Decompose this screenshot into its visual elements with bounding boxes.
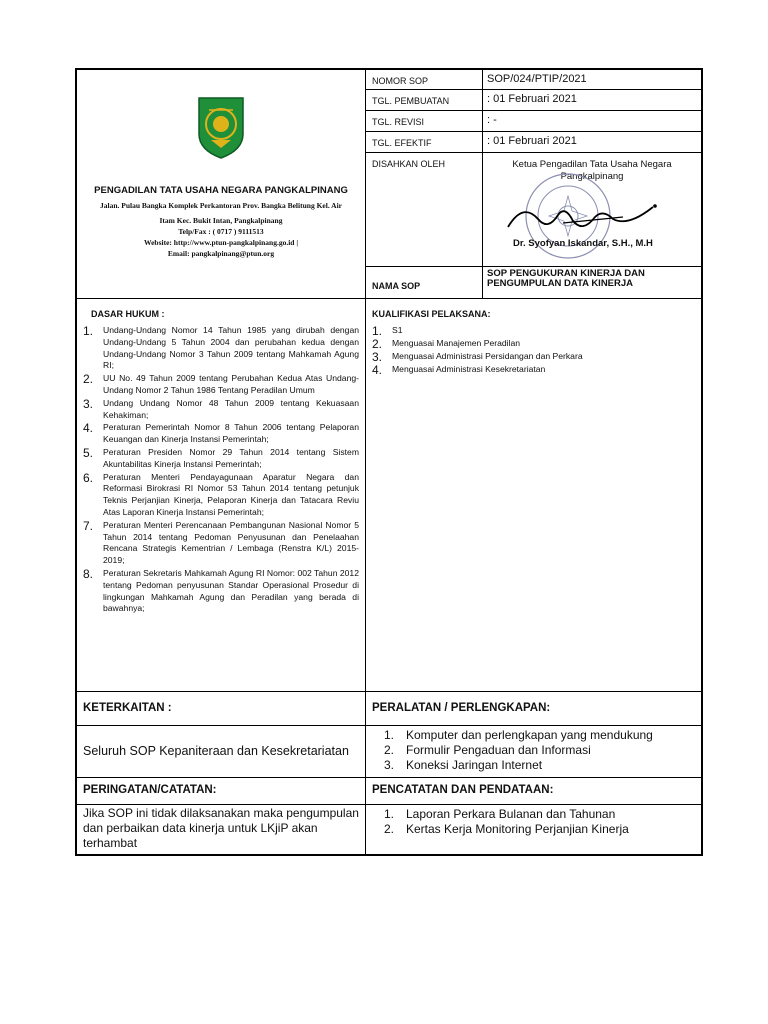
address-line: Itam Kec. Bukit Intan, Pangkalpinang xyxy=(159,216,283,225)
kualifikasi-item xyxy=(372,351,695,363)
kualifikasi-heading: KUALIFIKASI PELAKSANA: xyxy=(372,309,491,319)
peralatan-item-text: Formulir Pengaduan dan Informasi xyxy=(406,742,591,757)
dasar-hukum-heading: DASAR HUKUM : xyxy=(91,309,165,319)
tgl-efektif-label: TGL. EFEKTIF xyxy=(366,132,483,153)
pencatatan-list xyxy=(366,805,701,841)
tgl-revisi-value: : - xyxy=(483,111,702,132)
email-line: Email: pangkalpinang@ptun.org xyxy=(167,249,275,258)
dasar-hukum-item xyxy=(83,520,359,567)
kualifikasi-item-number: 2. xyxy=(372,337,383,351)
dasar-hukum-item-text: Peraturan Pemerintah Nomor 8 Tahun 2006 tentang Pelaporan Keuangan dan Kinerja Instansi Pemerintah; xyxy=(103,422,359,445)
dasar-hukum-item xyxy=(83,568,359,615)
keterkaitan-text: Seluruh SOP Kepaniteraan dan Kesekretariatan xyxy=(83,744,349,758)
org-address xyxy=(77,200,365,259)
address-line: Jalan. Pulau Bangka Komplek Perkantoran Prov. Bangka Belitung Kel. Air xyxy=(100,201,342,210)
signer-title-line: Ketua Pengadilan Tata Usaha Negara xyxy=(512,159,672,170)
tgl-pembuatan-label: TGL. PEMBUATAN xyxy=(366,90,483,111)
signer-name: Dr. Syofyan Iskandar, S.H., M.H xyxy=(513,238,653,249)
pencatatan-item xyxy=(384,822,695,837)
dasar-hukum-item-text: Undang-Undang Nomor 14 Tahun 1985 yang dirubah dengan Undang-Undang 5 Tahun 2004 dan perubahan kedua dengan Undang-Undang Nomor 3 Tahun 2009 tentang Mahkamah Agung RI; xyxy=(103,325,359,371)
pencatatan-cell xyxy=(366,804,702,854)
dasar-hukum-item xyxy=(83,472,359,519)
keterkaitan-cell xyxy=(77,725,366,777)
dasar-hukum-item-text: Peraturan Sekretaris Mahkamah Agung RI Nomor: 002 Tahun 2012 tentang Pedoman penyusunan Standar Operasional Prosedur di lingkungan Mahkamah Agung dan Peradilan yang berada di bawahnya; xyxy=(103,567,359,614)
peralatan-item-text: Koneksi Jaringan Internet xyxy=(406,757,543,772)
dasar-hukum-item-text: Peraturan Menteri Perencanaan Pembangunan Nasional Nomor 5 Tahun 2014 tentang Pedoman Penyusunan dan Penelaahan Rencana Strategis Kementrian / Lembaga (Renstra K/L) 2015-2019; xyxy=(103,519,359,566)
tgl-revisi-label: TGL. REVISI xyxy=(366,111,483,132)
keterkaitan-heading: KETERKAITAN : xyxy=(77,691,366,725)
kualifikasi-item-text: Menguasai Manajemen Peradilan xyxy=(392,338,521,348)
kualifikasi-item xyxy=(372,325,695,337)
dasar-hukum-item-number: 7. xyxy=(83,518,94,533)
peralatan-item-number: 2. xyxy=(384,742,395,757)
phone-line: Telp/Fax : ( 0717 ) 9111513 xyxy=(178,227,264,236)
dasar-hukum-item xyxy=(83,422,359,446)
kualifikasi-item-number: 3. xyxy=(372,350,383,364)
peralatan-item-number: 1. xyxy=(384,727,395,742)
kualifikasi-cell xyxy=(366,299,702,691)
kualifikasi-item xyxy=(372,364,695,376)
kualifikasi-item-number: 4. xyxy=(372,363,383,377)
dasar-hukum-item-number: 8. xyxy=(83,566,94,581)
dasar-hukum-item xyxy=(83,447,359,471)
header-table xyxy=(76,69,702,299)
kualifikasi-item xyxy=(372,338,695,350)
tgl-efektif-value: : 01 Februari 2021 xyxy=(483,132,702,153)
nama-sop-label: NAMA SOP xyxy=(366,267,483,299)
disahkan-label: DISAHKAN OLEH xyxy=(366,153,483,267)
dasar-hukum-item-number: 1. xyxy=(83,324,94,338)
dasar-hukum-item-number: 2. xyxy=(83,372,94,387)
dasar-hukum-item-text: UU No. 49 Tahun 2009 tentang Perubahan Kedua Atas Undang-Undang Nomor 2 Tahun 1986 Tentang Peradilan Umum xyxy=(103,373,359,395)
dasar-hukum-cell xyxy=(77,299,366,691)
tgl-pembuatan-value: : 01 Februari 2021 xyxy=(483,90,702,111)
dasar-hukum-item-text: Undang Undang Nomor 48 Tahun 2009 tentang Kekuasaan Kehakiman; xyxy=(103,397,359,420)
peringatan-text: Jika SOP ini tidak dilaksanakan maka pengumpulan dan perbaikan data kinerja untuk LKjiP akan terhambat xyxy=(83,805,359,850)
kualifikasi-list xyxy=(366,325,701,376)
peralatan-item xyxy=(384,728,695,743)
court-emblem-icon xyxy=(195,96,247,160)
signature-icon xyxy=(503,197,663,237)
peralatan-item xyxy=(384,758,695,773)
nomor-sop-label: NOMOR SOP xyxy=(366,70,483,90)
kualifikasi-item-text: S1 xyxy=(392,325,403,335)
pencatatan-item-text: Laporan Perkara Bulanan dan Tahunan xyxy=(406,806,616,821)
peralatan-item-text: Komputer dan perlengkapan yang mendukung xyxy=(406,727,653,742)
dasar-hukum-list xyxy=(77,325,365,615)
peralatan-item xyxy=(384,743,695,758)
peringatan-cell xyxy=(77,804,366,854)
peralatan-list xyxy=(366,726,701,777)
signature-cell xyxy=(483,153,702,267)
kualifikasi-item-number: 1. xyxy=(372,324,383,338)
pencatatan-item xyxy=(384,807,695,822)
dasar-hukum-item-number: 4. xyxy=(83,421,94,436)
nomor-sop-value: SOP/024/PTIP/2021 xyxy=(483,70,702,90)
nama-sop-value: SOP PENGUKURAN KINERJA DAN PENGUMPULAN DATA KINERJA xyxy=(483,267,702,299)
dasar-hukum-item xyxy=(83,398,359,422)
peringatan-heading: PERINGATAN/CATATAN: xyxy=(77,777,366,804)
org-name: PENGADILAN TATA USAHA NEGARA PANGKALPINANG xyxy=(94,185,348,196)
signer-title-line: Pangkalpinang xyxy=(560,171,624,182)
kualifikasi-item-text: Menguasai Administrasi Persidangan dan Perkara xyxy=(392,351,583,361)
org-header-cell xyxy=(77,70,366,299)
peralatan-cell xyxy=(366,725,702,777)
website-line: Website: http://www.ptun-pangkalpinang.go.id | xyxy=(144,238,298,247)
pencatatan-item-text: Kertas Kerja Monitoring Perjanjian Kinerja xyxy=(406,821,629,836)
pencatatan-item-number: 2. xyxy=(384,821,395,836)
kualifikasi-item-text: Menguasai Administrasi Kesekretariatan xyxy=(392,364,546,374)
pencatatan-heading: PENCATATAN DAN PENDATAAN: xyxy=(366,777,702,804)
dasar-hukum-item-number: 5. xyxy=(83,445,94,460)
dasar-hukum-item xyxy=(83,373,359,397)
sop-document xyxy=(75,68,703,856)
dasar-hukum-item-text: Peraturan Presiden Nomor 29 Tahun 2014 tentang Sistem Akuntabilitas Kinerja Instansi Pemerintah; xyxy=(103,446,359,469)
peralatan-heading: PERALATAN / PERLENGKAPAN: xyxy=(366,691,702,725)
dasar-hukum-item xyxy=(83,325,359,372)
pencatatan-item-number: 1. xyxy=(384,806,395,821)
dasar-hukum-item-text: Peraturan Menteri Pendayagunaan Aparatur Negara dan Reformasi Birokrasi RI Nomor 53 Tahun 2014 tentang petunjuk Teknis Perjanjian Kinerja, Pelaporan Kinerja dan Tatacara Reviu Atas Laporan Kinerja Instansi Pemerintah; xyxy=(103,471,359,517)
body-table xyxy=(76,299,702,855)
dasar-hukum-item-number: 3. xyxy=(83,396,94,411)
peralatan-item-number: 3. xyxy=(384,757,395,772)
dasar-hukum-item-number: 6. xyxy=(83,470,94,485)
